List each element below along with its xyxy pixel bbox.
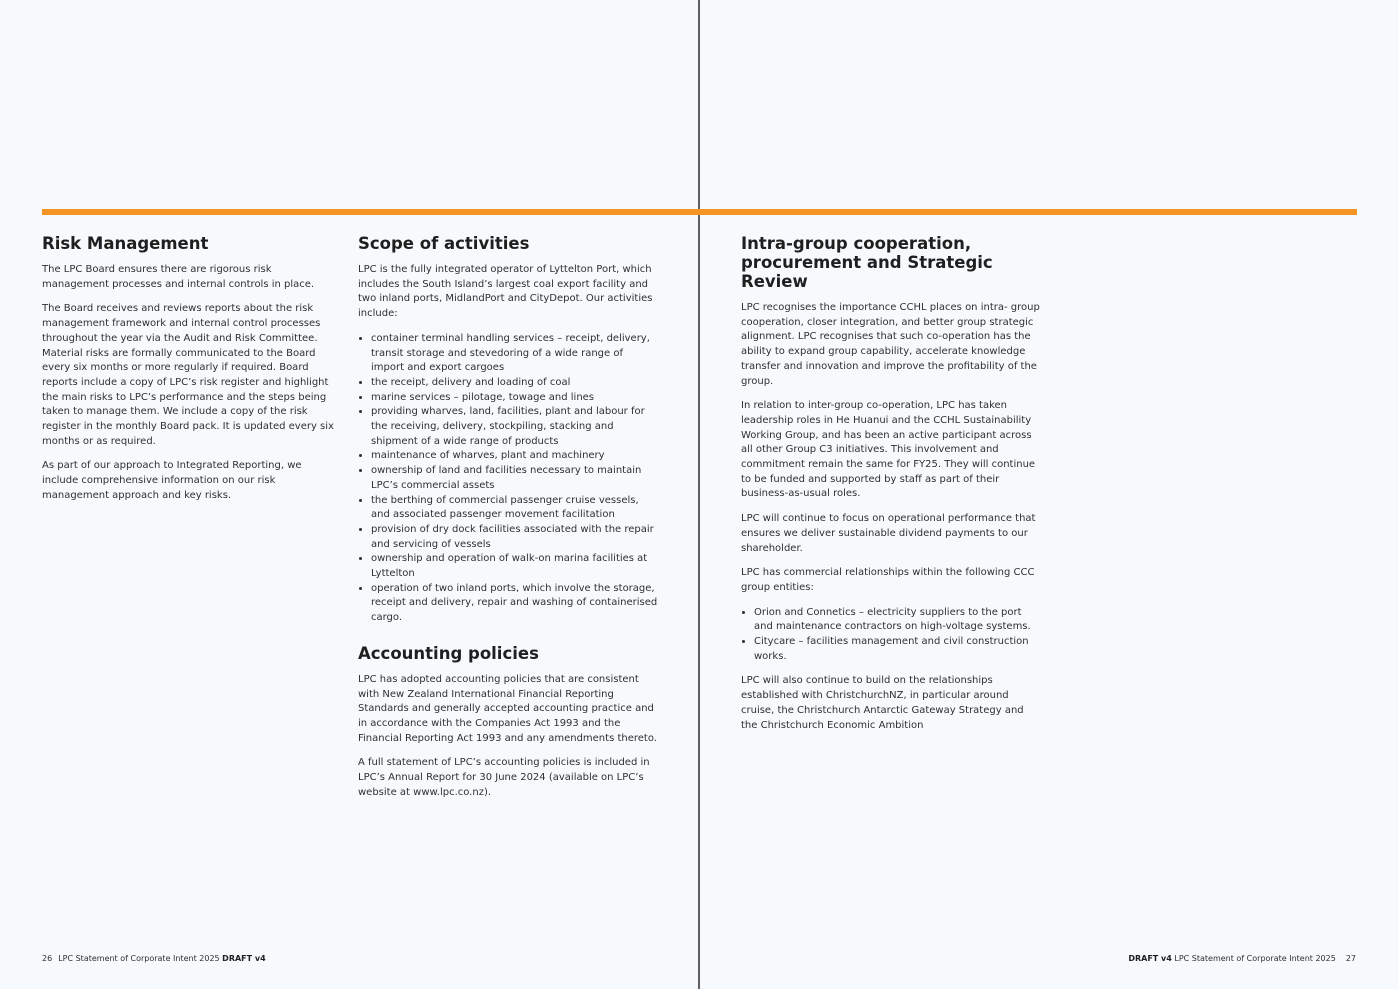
intra-paragraph: In relation to inter-group co-operation, LPC has taken leadership roles in He Huanui and the CCHL Sustainability Working Group, and has been an active participant across all other Group C3 initiatives. This involvement and commitment remain the same for FY25. They will continue to be funded and supported by staff as part of their business-as-usual roles.	[741, 400, 1036, 500]
risk-management-heading: Risk Management	[42, 234, 209, 253]
list-item: • Citycare – facilities management and civil construction works.	[754, 635, 1041, 664]
scope-intro: LPC is the fully integrated operator of Lyttelton Port, which includes the South Island’s largest coal export facility and two inland ports, MidlandPort and CityDepot. Our activities include:	[358, 264, 653, 320]
risk-paragraph: The LPC Board ensures there are rigorous risk management processes and internal controls in place.	[42, 264, 315, 290]
footer-right-draft: DRAFT v4	[1128, 954, 1172, 963]
list-item: • maintenance of wharves, plant and machinery	[371, 449, 658, 464]
footer-left-title: LPC Statement of Corporate Intent 2025	[58, 954, 220, 963]
intra-group-heading: Intra-group cooperation, procurement and Strategic Review	[741, 234, 993, 291]
page-number-left: 26	[42, 954, 53, 963]
list-item: • the receipt, delivery and loading of coal	[371, 376, 658, 391]
risk-paragraph: As part of our approach to Integrated Reporting, we include comprehensive information on our risk management approach and key risks.	[42, 460, 302, 501]
accounting-paragraph: LPC has adopted accounting policies that are consistent with New Zealand International Financial Reporting Standards and generally accepted accounting practice and in accordance with the Companies Act 1993 and the Financial Reporting Act 1993 and any amendments thereto.	[358, 673, 657, 744]
scope-of-activities-heading: Scope of activities	[358, 234, 530, 253]
accent-bar	[42, 209, 1357, 215]
list-item: • providing wharves, land, facilities, plant and labour for the receiving, delivery, stockpiling, stacking and shipment of a wide range of products	[371, 405, 658, 449]
intra-closing-paragraph: LPC will also continue to build on the relationships established with ChristchurchNZ, in particular around cruise, the Christchurch Antarctic Gateway Strategy and the Christchurch Economic Ambition	[741, 675, 1024, 731]
footer-left-draft: DRAFT v4	[222, 954, 266, 963]
intra-paragraph: LPC has commercial relationships within the following CCC group entities:	[741, 567, 1035, 593]
page-number-right: 27	[1345, 954, 1356, 963]
footer-right	[1128, 953, 1356, 965]
risk-paragraph: The Board receives and reviews reports about the risk management framework and internal control processes throughout the year via the Audit and Risk Committee. Material risks are formally communicated to the Board every six months or more regularly if required. Board reports include a copy of LPC’s risk register and highlight the main risks to LPC’s performance and the steps being taken to manage them. We include a copy of the risk register in the monthly Board pack. It is updated every six months or as required.	[42, 303, 334, 447]
list-item: • the berthing of commercial passenger cruise vessels, and associated passenger movement facilitation	[371, 494, 658, 523]
footer-left	[42, 953, 266, 965]
ccc-entities-list	[741, 606, 1041, 665]
accounting-paragraph: A full statement of LPC’s accounting policies is included in LPC’s Annual Report for 30 June 2024 (available on LPC’s website at www.lpc.co.nz).	[358, 757, 650, 798]
list-item: • ownership and operation of walk-on marina facilities at Lyttelton	[371, 552, 658, 581]
list-item: • Orion and Connetics – electricity suppliers to the port and maintenance contractors on high-voltage systems.	[754, 606, 1041, 635]
risk-management-section	[42, 234, 339, 514]
footer-right-title: LPC Statement of Corporate Intent 2025	[1174, 954, 1336, 963]
list-item: • marine services – pilotage, towage and lines	[371, 391, 658, 406]
scope-activities-list	[358, 332, 658, 626]
intra-paragraph: LPC will continue to focus on operational performance that ensures we deliver sustainable dividend payments to our shareholder.	[741, 513, 1036, 554]
page-spine-divider	[698, 0, 700, 989]
scope-and-accounting-column	[358, 234, 658, 811]
intra-paragraph: LPC recognises the importance CCHL places on intra- group cooperation, closer integration, and better group strategic alignment. LPC recognises that such co-operation has the ability to expand group capability, accelerate knowledge transfer and innovation and improve the profitability of the group.	[741, 302, 1040, 387]
list-item: • operation of two inland ports, which involve the storage, receipt and delivery, repair and washing of containerised cargo.	[371, 582, 658, 626]
intra-group-section	[741, 234, 1041, 743]
accounting-policies-heading: Accounting policies	[358, 643, 539, 663]
list-item: • ownership of land and facilities necessary to maintain LPC’s commercial assets	[371, 464, 658, 493]
list-item: • container terminal handling services – receipt, delivery, transit storage and stevedoring of a wide range of import and export cargoes	[371, 332, 658, 376]
list-item: • provision of dry dock facilities associated with the repair and servicing of vessels	[371, 523, 658, 552]
